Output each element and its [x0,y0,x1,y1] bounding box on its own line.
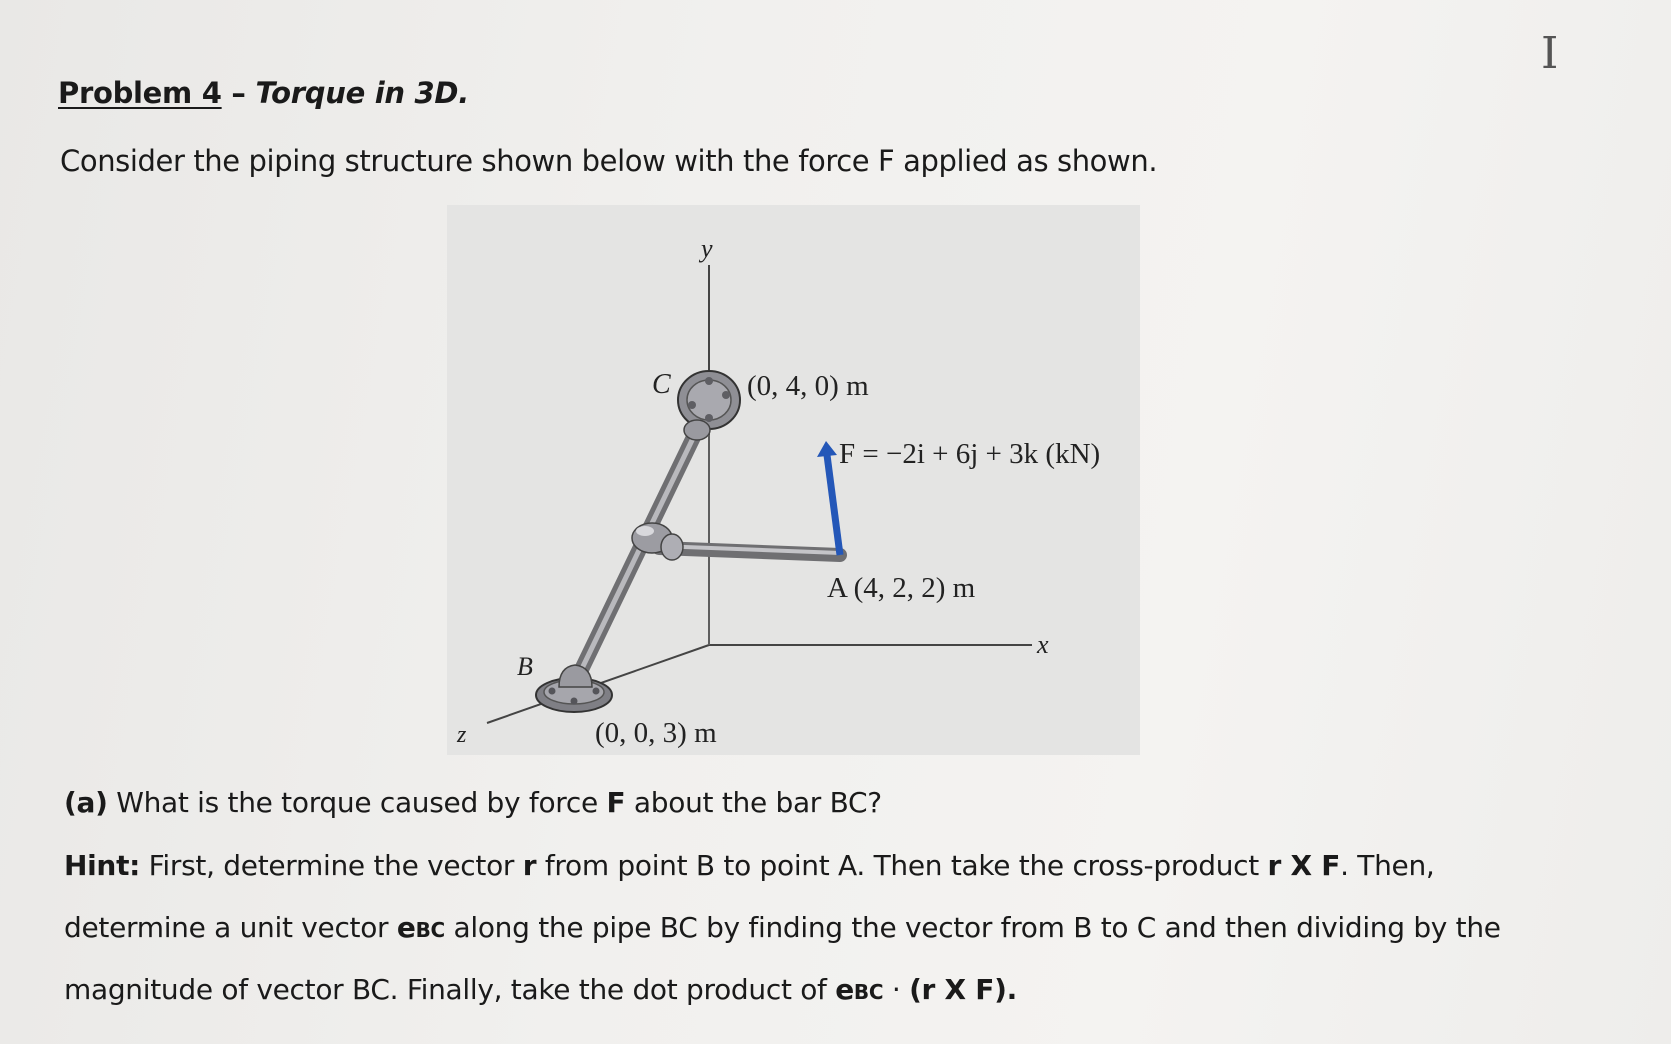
axis-y-label: y [701,234,713,263]
axis-x-label: x [1037,630,1049,659]
hint-line-3: magnitude of vector BC. Finally, take the dot product of eBC · (r X F). [64,973,1017,1006]
force-arrowhead [817,441,837,457]
force-label: F = −2i + 6j + 3k (kN) [839,438,1101,470]
problem-title [58,76,469,110]
text-cursor-icon: I [1541,28,1559,79]
hint-line-2: determine a unit vector eBC along the pipe BC by finding the vector from B to C and then dividing by the [64,911,1501,944]
hint-label: Hint: [64,849,141,882]
point-c-label: C [652,369,671,400]
question-a-label: (a) [64,786,108,819]
piping-figure [447,205,1140,755]
axis-z-label: z [457,722,467,748]
hint-line-1: Hint: First, determine the vector r from point B to point A. Then take the cross-product r X F. Then, [64,849,1435,882]
point-b-label: B [517,652,533,681]
problem-label: Problem 4 [58,76,222,110]
flange-c [678,371,740,440]
coord-b-label: (0, 0, 3) m [595,717,717,749]
problem-intro: Consider the piping structure shown below with the force F applied as shown. [60,144,1158,178]
force-arrow [827,455,840,555]
flange-b [536,665,612,712]
coord-a-label: A (4, 2, 2) m [827,572,976,604]
title-dash: – [221,76,256,110]
coord-c-label: (0, 4, 0) m [747,370,869,402]
question-a: (a) What is the torque caused by force F about the bar BC? [64,786,882,819]
problem-subtitle: Torque in 3D. [255,76,469,110]
